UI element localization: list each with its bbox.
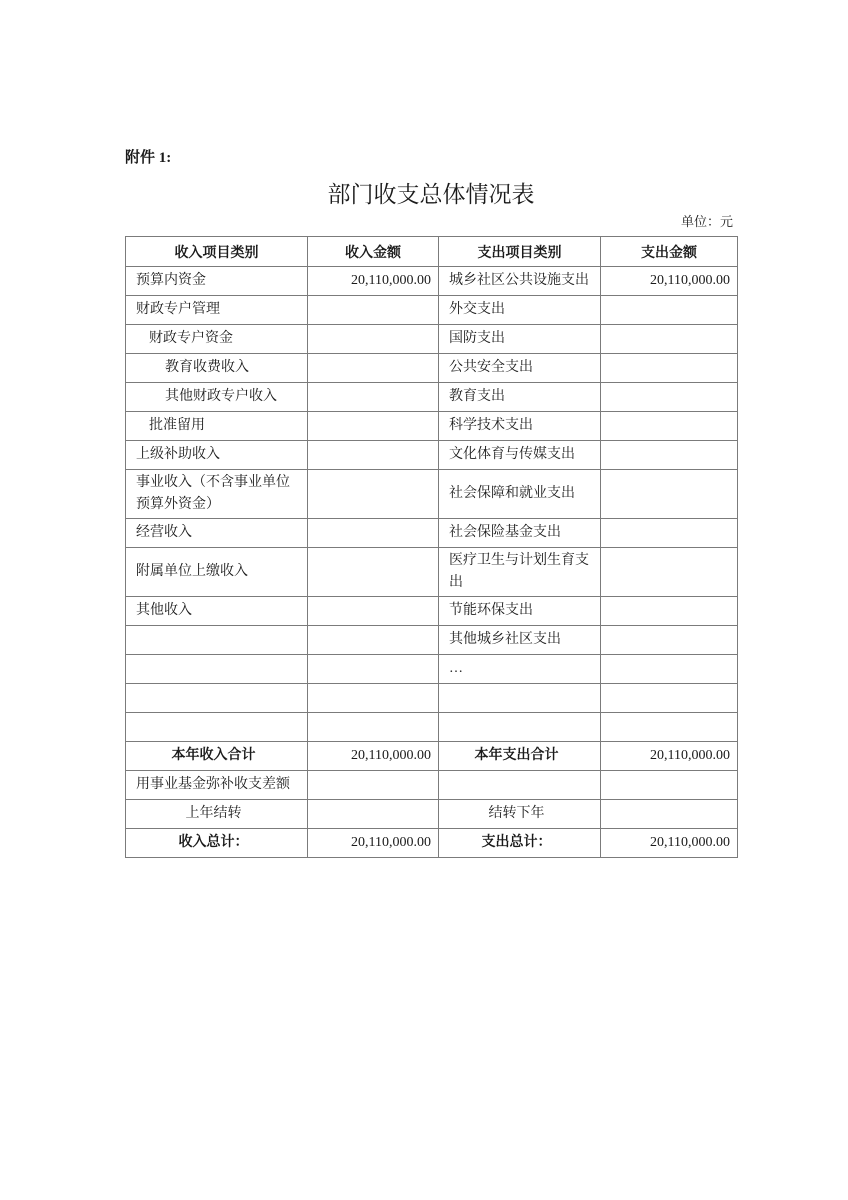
expense-item-cell — [439, 713, 601, 742]
income-item-cell — [126, 713, 308, 742]
expense-item-cell: 本年支出合计 — [439, 742, 601, 771]
income-amount-cell — [308, 354, 439, 383]
column-header-income-category: 收入项目类别 — [126, 237, 308, 267]
income-item-cell: 经营收入 — [126, 519, 308, 548]
table-header-row — [126, 237, 738, 267]
table-row — [126, 296, 738, 325]
expense-amount-cell — [601, 597, 738, 626]
table-row — [126, 800, 738, 829]
expense-item-cell: 教育支出 — [439, 383, 601, 412]
table-row — [126, 626, 738, 655]
document-content — [125, 148, 737, 858]
income-item-cell: 本年收入合计 — [126, 742, 308, 771]
income-amount-cell: 20,110,000.00 — [308, 267, 439, 296]
income-item-cell — [126, 655, 308, 684]
table-row — [126, 267, 738, 296]
expense-amount-cell: 20,110,000.00 — [601, 829, 738, 858]
income-amount-cell — [308, 548, 439, 597]
expense-amount-cell — [601, 548, 738, 597]
table-row — [126, 548, 738, 597]
expense-amount-cell — [601, 771, 738, 800]
income-item-cell: 附属单位上缴收入 — [126, 548, 308, 597]
expense-item-cell: 外交支出 — [439, 296, 601, 325]
expense-item-cell — [439, 771, 601, 800]
income-item-cell: 批准留用 — [126, 412, 308, 441]
income-amount-cell — [308, 296, 439, 325]
expense-item-cell — [439, 684, 601, 713]
expense-amount-cell — [601, 296, 738, 325]
income-amount-cell — [308, 684, 439, 713]
table-body — [126, 267, 738, 858]
expense-item-cell: 社会保险基金支出 — [439, 519, 601, 548]
page-title: 部门收支总体情况表 — [327, 182, 535, 207]
expense-amount-cell — [601, 354, 738, 383]
table-row — [126, 412, 738, 441]
expense-item-cell: … — [439, 655, 601, 684]
expense-item-cell: 社会保障和就业支出 — [439, 470, 601, 519]
income-amount-cell — [308, 519, 439, 548]
income-amount-cell — [308, 470, 439, 519]
expense-item-cell: 结转下年 — [439, 800, 601, 829]
table-row — [126, 713, 738, 742]
expense-amount-cell: 20,110,000.00 — [601, 267, 738, 296]
income-amount-cell — [308, 626, 439, 655]
table-row — [126, 655, 738, 684]
column-header-expense-amount: 支出金额 — [601, 237, 738, 267]
table-row — [126, 519, 738, 548]
column-header-income-amount: 收入金额 — [308, 237, 439, 267]
expense-amount-cell — [601, 325, 738, 354]
expense-amount-cell — [601, 800, 738, 829]
expense-item-cell: 城乡社区公共设施支出 — [439, 267, 601, 296]
income-amount-cell — [308, 655, 439, 684]
income-item-cell — [126, 684, 308, 713]
table-row — [126, 383, 738, 412]
table-row — [126, 742, 738, 771]
expense-item-cell: 支出总计： — [439, 829, 601, 858]
attachment-label: 附件 1: — [125, 150, 172, 166]
income-item-cell: 用事业基金弥补收支差额 — [126, 771, 308, 800]
expense-amount-cell — [601, 470, 738, 519]
budget-table — [125, 236, 738, 858]
expense-amount-cell — [601, 713, 738, 742]
income-amount-cell — [308, 713, 439, 742]
income-item-cell: 其他财政专户收入 — [126, 383, 308, 412]
expense-amount-cell — [601, 412, 738, 441]
table-row — [126, 829, 738, 858]
table-row — [126, 470, 738, 519]
expense-amount-cell — [601, 626, 738, 655]
income-item-cell: 事业收入（不含事业单位预算外资金） — [126, 470, 308, 519]
expense-item-cell: 其他城乡社区支出 — [439, 626, 601, 655]
income-item-cell: 财政专户资金 — [126, 325, 308, 354]
expense-item-cell: 医疗卫生与计划生育支出 — [439, 548, 601, 597]
table-row — [126, 354, 738, 383]
income-amount-cell — [308, 325, 439, 354]
table-row — [126, 771, 738, 800]
income-amount-cell: 20,110,000.00 — [308, 829, 439, 858]
income-amount-cell: 20,110,000.00 — [308, 742, 439, 771]
income-amount-cell — [308, 771, 439, 800]
expense-amount-cell — [601, 383, 738, 412]
expense-item-cell: 节能环保支出 — [439, 597, 601, 626]
expense-amount-cell: 20,110,000.00 — [601, 742, 738, 771]
income-item-cell: 收入总计： — [126, 829, 308, 858]
expense-item-cell: 文化体育与传媒支出 — [439, 441, 601, 470]
income-amount-cell — [308, 412, 439, 441]
table-row — [126, 325, 738, 354]
income-item-cell: 预算内资金 — [126, 267, 308, 296]
income-amount-cell — [308, 441, 439, 470]
table-row — [126, 684, 738, 713]
income-amount-cell — [308, 597, 439, 626]
expense-amount-cell — [601, 684, 738, 713]
expense-item-cell: 国防支出 — [439, 325, 601, 354]
table-row — [126, 441, 738, 470]
income-amount-cell — [308, 800, 439, 829]
expense-amount-cell — [601, 655, 738, 684]
expense-amount-cell — [601, 519, 738, 548]
income-item-cell: 财政专户管理 — [126, 296, 308, 325]
income-item-cell: 教育收费收入 — [126, 354, 308, 383]
income-item-cell — [126, 626, 308, 655]
expense-item-cell: 科学技术支出 — [439, 412, 601, 441]
table-row — [126, 597, 738, 626]
expense-item-cell: 公共安全支出 — [439, 354, 601, 383]
income-item-cell: 其他收入 — [126, 597, 308, 626]
expense-amount-cell — [601, 441, 738, 470]
income-item-cell: 上年结转 — [126, 800, 308, 829]
income-amount-cell — [308, 383, 439, 412]
income-item-cell: 上级补助收入 — [126, 441, 308, 470]
column-header-expense-category: 支出项目类别 — [439, 237, 601, 267]
unit-note: 单位：元 — [680, 214, 733, 229]
